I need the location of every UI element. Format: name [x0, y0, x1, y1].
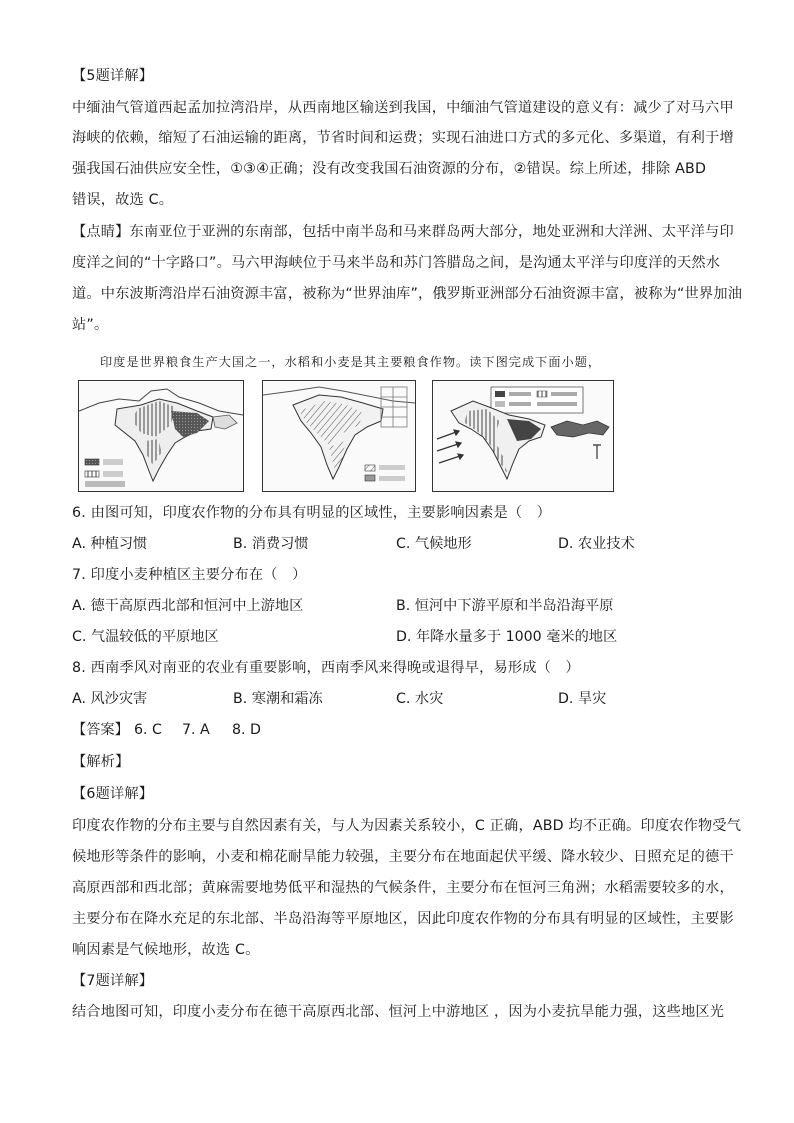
- answer-7: 7. A: [182, 722, 210, 738]
- q7-option-b: B. 恒河中下游平原和半岛沿海平原: [396, 598, 614, 614]
- q6-option-a: A. 种植习惯: [72, 536, 148, 552]
- q5-heading: 【5题详解】: [72, 68, 154, 84]
- map-3-image: [433, 381, 613, 491]
- dianjing-line: 站”。: [72, 317, 109, 333]
- q6-line: 候地形等条件的影响，小麦和棉花耐旱能力较强，主要分布在地面起伏平缓、降水较少、日照充足的德干: [72, 849, 734, 865]
- q5-line: 错误，故选 C。: [72, 192, 174, 208]
- q8-option-d: D. 旱灾: [558, 691, 607, 707]
- map-figure-2: [262, 380, 416, 492]
- map-1-image: [79, 381, 243, 491]
- dianjing-line: 度洋之间的“十字路口”。马六甲海峡位于马来半岛和苏门答腊岛之间，是沟通太平洋与印度洋的天然水: [72, 255, 721, 271]
- q8-option-a: A. 风沙灾害: [72, 691, 148, 707]
- q6-heading: 【6题详解】: [72, 786, 154, 802]
- q7-line: 结合地图可知，印度小麦分布在德干高原西北部、恒河上中游地区 ，因为小麦抗旱能力强，这些地区光: [72, 1004, 725, 1020]
- q5-line: 强我国石油供应安全性，①③④正确；没有改变我国石油资源的分布，②错误。综上所述，排除 ABD: [72, 161, 707, 177]
- question-intro: 印度是世界粮食生产大国之一，水稻和小麦是其主要粮食作物。读下图完成下面小题，: [100, 355, 602, 369]
- india-crop-maps: [78, 380, 614, 492]
- question-7-stem: 7. 印度小麦种植区主要分布在（ ）: [72, 567, 307, 583]
- answer-label: 【答案】: [72, 722, 129, 738]
- map-figure-3: [432, 380, 614, 492]
- q5-line: 海峡的依赖，缩短了石油运输的距离，节省时间和运费；实现石油进口方式的多元化、多渠道，有利于增: [72, 130, 734, 146]
- map-2-image: [263, 381, 415, 491]
- question-6-stem: 6. 由图可知，印度农作物的分布具有明显的区域性，主要影响因素是（ ）: [72, 505, 552, 521]
- map-figure-1: [78, 380, 244, 492]
- question-8-stem: 8. 西南季风对南亚的农业有重要影响，西南季风来得晚或退得早，易形成（ ）: [72, 660, 580, 676]
- q7-option-a: A. 德干高原西北部和恒河中上游地区: [72, 598, 304, 614]
- answer-8: 8. D: [232, 722, 261, 738]
- dianjing-line: 道。中东波斯湾沿岸石油资源丰富，被称为“世界油库”，俄罗斯亚洲部分石油资源丰富，被称为“世界加油: [72, 286, 743, 302]
- q6-line: 主要分布在降水充足的东北部、半岛沿海等平原地区，因此印度农作物的分布具有明显的区域性，主要影: [72, 911, 734, 927]
- q8-option-c: C. 水灾: [396, 691, 444, 707]
- q7-option-d: D. 年降水量多于 1000 毫米的地区: [396, 629, 618, 645]
- q6-option-c: C. 气候地形: [396, 536, 472, 552]
- q6-line: 印度农作物的分布主要与自然因素有关，与人为因素关系较小，C 正确，ABD 均不正确。印度农作物受气: [72, 818, 742, 834]
- q6-line: 响因素是气候地形，故选 C。: [72, 942, 260, 958]
- q8-option-b: B. 寒潮和霜冻: [233, 691, 323, 707]
- q6-line: 高原西部和西北部；黄麻需要地势低平和湿热的气候条件，主要分布在恒河三角洲；水稻需要较多的水，: [72, 880, 734, 896]
- q6-option-b: B. 消费习惯: [233, 536, 309, 552]
- q7-option-c: C. 气温较低的平原地区: [72, 629, 219, 645]
- q6-option-d: D. 农业技术: [558, 536, 635, 552]
- dianjing-line: 【点睛】东南亚位于亚洲的东南部，包括中南半岛和马来群岛两大部分，地处亚洲和大洋洲、太平洋与印: [72, 224, 734, 240]
- analysis-label: 【解析】: [72, 754, 130, 770]
- q5-line: 中缅油气管道西起孟加拉湾沿岸，从西南地区输送到我国，中缅油气管道建设的意义有：减少了对马六甲: [72, 100, 734, 116]
- q7-heading: 【7题详解】: [72, 973, 154, 989]
- answer-6: 6. C: [134, 722, 162, 738]
